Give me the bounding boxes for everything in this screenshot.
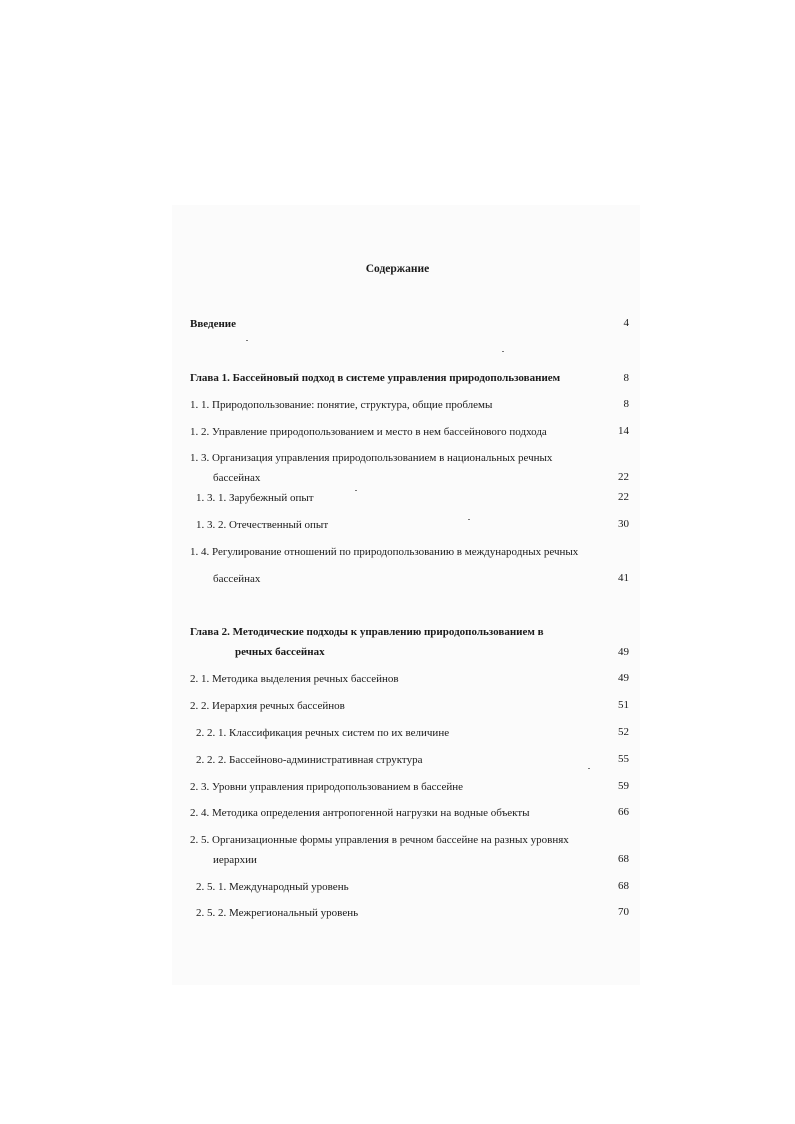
- toc-page-number: 66: [618, 806, 629, 818]
- toc-page-number: 49: [618, 672, 629, 684]
- toc-entry-1-3-continuation: бассейнах: [213, 472, 261, 484]
- toc-entry-2-2-1: 2. 2. 1. Классификация речных систем по их величине: [196, 727, 450, 739]
- toc-page-number: 22: [618, 491, 629, 503]
- toc-page-number: 30: [618, 518, 629, 530]
- toc-entry-2-2-2: 2. 2. 2. Бассейново-административная структура: [196, 754, 423, 766]
- toc-page-number: 8: [623, 372, 629, 384]
- toc-page-number: 68: [618, 880, 629, 892]
- toc-entry-introduction: Введение: [190, 318, 237, 330]
- scan-speck: [468, 519, 470, 520]
- toc-page-number: 14: [618, 425, 629, 437]
- toc-entry-1-3-1: 1. 3. 1. Зарубежный опыт: [196, 492, 314, 504]
- toc-entry-2-5-2: 2. 5. 2. Межрегиональный уровень: [196, 907, 359, 919]
- toc-entry-1-4: 1. 4. Регулирование отношений по природопользованию в международных речных: [190, 546, 579, 558]
- toc-page-number: 4: [623, 317, 629, 329]
- toc-entry-2-5-1: 2. 5. 1. Международный уровень: [196, 881, 349, 893]
- toc-entry-2-1: 2. 1. Методика выделения речных бассейнов: [190, 673, 399, 685]
- toc-entry-1-3-2: 1. 3. 2. Отечественный опыт: [196, 519, 329, 531]
- scan-speck: [355, 490, 357, 491]
- scanned-page: [172, 205, 640, 985]
- toc-page-number: 70: [618, 906, 629, 918]
- toc-page-number: 41: [618, 572, 629, 584]
- scan-speck: [588, 768, 590, 769]
- toc-page-number: 59: [618, 780, 629, 792]
- toc-entry-chapter-2: Глава 2. Методические подходы к управлению природопользованием в: [190, 626, 544, 638]
- toc-entry-chapter-2-continuation: речных бассейнах: [235, 646, 325, 658]
- toc-entry-1-4-continuation: бассейнах: [213, 573, 261, 585]
- toc-entry-2-3: 2. 3. Уровни управления природопользованием в бассейне: [190, 781, 464, 793]
- scan-speck: [246, 340, 248, 341]
- toc-entry-2-2: 2. 2. Иерархия речных бассейнов: [190, 700, 345, 712]
- toc-entry-2-4: 2. 4. Методика определения антропогенной нагрузки на водные объекты: [190, 807, 530, 819]
- toc-entry-2-5: 2. 5. Организационные формы управления в речном бассейне на разных уровнях: [190, 834, 569, 846]
- toc-page-number: 49: [618, 646, 629, 658]
- toc-page-number: 55: [618, 753, 629, 765]
- toc-entry-1-3: 1. 3. Организация управления природопользованием в национальных речных: [190, 452, 553, 464]
- toc-page-number: 51: [618, 699, 629, 711]
- toc-entry-1-2: 1. 2. Управление природопользованием и место в нем бассейнового подхода: [190, 426, 547, 438]
- toc-page-number: 68: [618, 853, 629, 865]
- toc-page-number: 52: [618, 726, 629, 738]
- page-title: Содержание: [365, 263, 430, 275]
- toc-entry-2-5-continuation: иерархии: [213, 854, 257, 866]
- toc-page-number: 8: [623, 398, 629, 410]
- scan-speck: [502, 351, 504, 352]
- toc-page-number: 22: [618, 471, 629, 483]
- toc-entry-1-1: 1. 1. Природопользование: понятие, структура, общие проблемы: [190, 399, 493, 411]
- toc-entry-chapter-1: Глава 1. Бассейновый подход в системе управления природопользованием: [190, 372, 561, 384]
